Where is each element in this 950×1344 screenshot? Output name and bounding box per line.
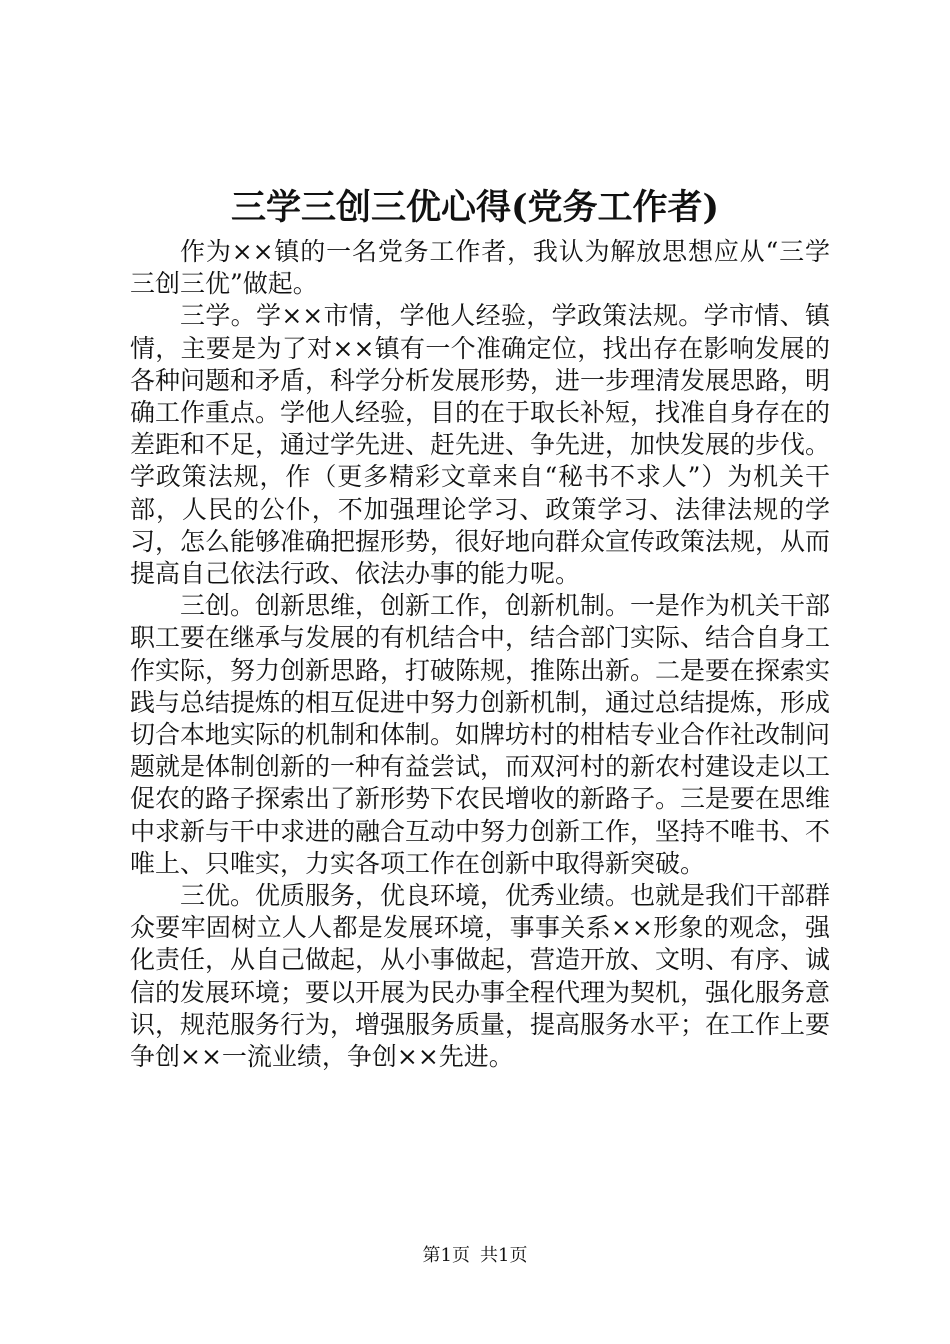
page-footer xyxy=(0,1244,950,1268)
paragraph-three-create: 三创。创新思维，创新工作，创新机制。一是作为机关干部职工要在继承与发展的有机结合中，结合部门实际、结合自身工作实际，努力创新思路，打破陈规，推陈出新。二是要在探索实践与总结提炼的相互促进中努力创新机制，通过总结提炼，形成切合本地实际的机制和体制。如牌坊村的柑桔专业合作社改制问题就是体制创新的一种有益尝试，而双河村的新农村建设走以工促农的路子探索出了新形势下农民增收的新路子。三是要在思维中求新与干中求进的融合互动中努力创新工作，坚持不唯书、不唯上、只唯实，力实各项工作在创新中取得新突破。 xyxy=(130,591,831,878)
document-title: 三学三创三优心得(党务工作者) xyxy=(230,187,720,228)
page-total: 共1页 xyxy=(480,1245,528,1266)
document-body xyxy=(130,236,830,1073)
paragraph-intro: 作为××镇的一名党务工作者，我认为解放思想应从“三学三创三优”做起。 xyxy=(130,237,830,299)
paragraph-three-excel: 三优。优质服务，优良环境，优秀业绩。也就是我们干部群众要牢固树立人人都是发展环境，事事关系××形象的观念，强化责任，从自己做起，从小事做起，营造开放、文明、有序、诚信的发展环境；要以开展为民办事全程代理为契机，强化服务意识，规范服务行为，增强服务质量，提高服务水平；在工作上要争创××一流业绩，争创××先进。 xyxy=(130,881,831,1072)
page-number: 第1页 xyxy=(422,1245,470,1266)
paragraph-three-learn: 三学。学××市情，学他人经验，学政策法规。学市情、镇情，主要是为了对××镇有一个准确定位，找出存在影响发展的各种问题和矛盾，科学分析发展形势，进一步理清发展思路，明确工作重点。学他人经验，目的在于取长补短，找准自身存在的差距和不足，通过学先进、赶先进、争先进，加快发展的步伐。学政策法规，作（更多精彩文章来自“秘书不求人”）为机关干部，人民的公仆，不加强理论学习、政策学习、法律法规的学习，怎么能够准确把握形势，很好地向群众宣传政策法规，从而提高自己依法行政、依法办事的能力呢。 xyxy=(130,301,831,589)
